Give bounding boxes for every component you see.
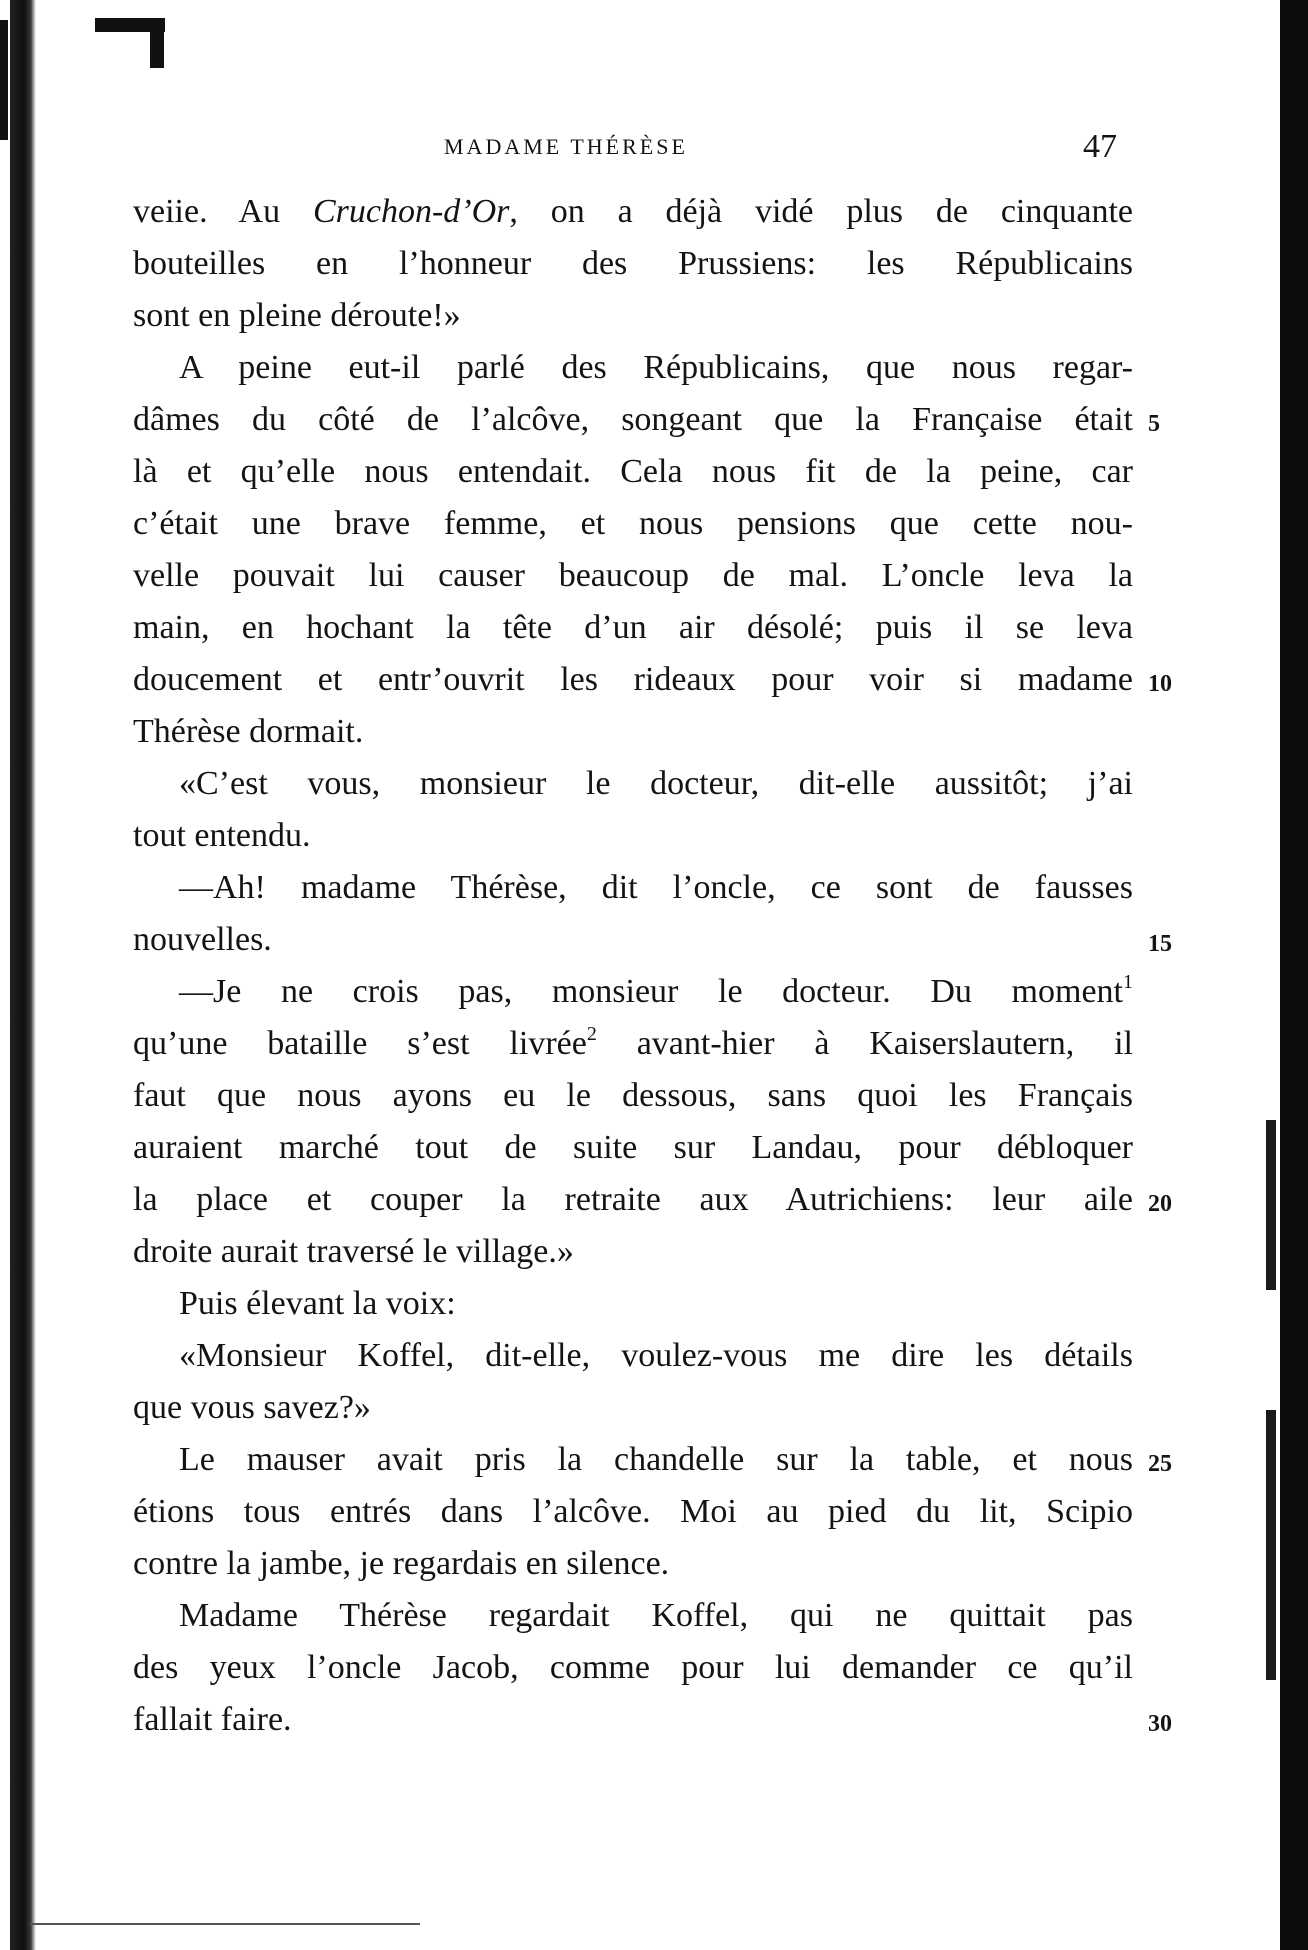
- scan-mark: [1266, 1120, 1276, 1290]
- text-line: [133, 1122, 1133, 1174]
- text-line: [133, 1642, 1133, 1694]
- text-line: [133, 654, 1172, 706]
- line-number: 30: [1148, 1711, 1172, 1737]
- footnote-marker: 1: [1123, 971, 1133, 993]
- text-span: Thérèse dormait.: [133, 713, 364, 750]
- text-span: tout entendu.: [133, 817, 311, 854]
- text-line: [133, 290, 1133, 342]
- text-line: [133, 394, 1160, 446]
- text-span: —Je ne crois pas, monsieur le docteur. Du moment: [179, 973, 1123, 1010]
- text-span: main, en hochant la tête d’un air désolé; puis il se leva: [133, 609, 1133, 646]
- text-line: [133, 1382, 1133, 1434]
- scan-mark: [1266, 1410, 1276, 1680]
- text-line: [133, 1434, 1172, 1486]
- italic-text: Cruchon-d’Or: [312, 193, 510, 230]
- text-line: [133, 1694, 1172, 1746]
- text-span: , on a déjà vidé plus de cinquante: [509, 193, 1133, 230]
- text-span: c’était une brave femme, et nous pensions que cette nou-: [133, 505, 1133, 542]
- text-span: étions tous entrés dans l’alcôve. Moi au pied du lit, Scipio: [133, 1493, 1133, 1530]
- text-line: [133, 342, 1133, 394]
- text-line: [133, 238, 1133, 290]
- text-line: [133, 1174, 1172, 1226]
- text-span: fallait faire.: [133, 1701, 292, 1738]
- text-line: [133, 1070, 1133, 1122]
- footnote-marker: 2: [586, 1023, 597, 1045]
- text-span: qu’une bataille s’est livrée: [133, 1025, 587, 1062]
- text-span: là et qu’elle nous entendait. Cela nous fit de la peine, car: [133, 453, 1133, 490]
- text-span: doucement et entr’ouvrit les rideaux pour voir si madame: [133, 661, 1133, 698]
- text-line: [133, 758, 1133, 810]
- text-line: [133, 446, 1133, 498]
- body-text: [133, 186, 1172, 1746]
- page-number: 47: [1083, 128, 1117, 165]
- text-line: [133, 1590, 1133, 1642]
- text-line: [133, 862, 1133, 914]
- text-span: velle pouvait lui causer beaucoup de mal. L’oncle leva la: [133, 557, 1133, 594]
- text-line: [133, 1330, 1133, 1382]
- scan-edge-mark: [0, 20, 8, 140]
- text-span: la place et couper la retraite aux Autrichiens: leur aile: [133, 1181, 1133, 1218]
- text-line: [133, 1538, 1133, 1590]
- running-title: MADAME THÉRÈSE: [444, 134, 688, 159]
- text-span: faut que nous ayons eu le dessous, sans quoi les Français: [133, 1077, 1133, 1114]
- text-span: Le mauser avait pris la chandelle sur la table, et nous: [179, 1441, 1133, 1478]
- text-line: [133, 550, 1133, 602]
- text-span: dâmes du côté de l’alcôve, songeant que la Française était: [133, 401, 1133, 438]
- text-span: contre la jambe, je regardais en silence.: [133, 1545, 670, 1582]
- text-line: [133, 914, 1172, 966]
- line-number: 15: [1148, 931, 1172, 957]
- line-number: 10: [1148, 671, 1172, 697]
- text-span: veiie. Au: [133, 193, 313, 230]
- text-span: droite aurait traversé le village.»: [133, 1233, 574, 1270]
- text-line: [133, 1226, 1133, 1278]
- text-line: [133, 602, 1133, 654]
- text-span: des yeux l’oncle Jacob, comme pour lui demander ce qu’il: [133, 1649, 1133, 1686]
- text-span: «Monsieur Koffel, dit-elle, voulez-vous me dire les détails: [179, 1337, 1133, 1374]
- text-span: que vous savez?»: [133, 1389, 371, 1426]
- text-line: [133, 498, 1133, 550]
- text-line: [133, 1018, 1133, 1070]
- text-span: A peine eut-il parlé des Républicains, que nous regar-: [179, 349, 1133, 386]
- page-header: [0, 128, 1308, 168]
- scan-corner-mark: [150, 18, 164, 68]
- text-line: [133, 966, 1133, 1018]
- text-span: Madame Thérèse regardait Koffel, qui ne quittait pas: [179, 1597, 1133, 1634]
- scan-edge-left: [10, 0, 36, 1950]
- text-line: [133, 1486, 1133, 1538]
- line-number: 25: [1148, 1451, 1172, 1477]
- line-number: 20: [1148, 1191, 1172, 1217]
- text-span: avant-hier à Kaiserslautern, il: [596, 1025, 1133, 1062]
- text-span: «C’est vous, monsieur le docteur, dit-elle aussitôt; j’ai: [179, 765, 1133, 802]
- text-line: [133, 186, 1133, 238]
- text-span: Puis élevant la voix:: [179, 1285, 456, 1322]
- text-span: sont en pleine déroute!»: [133, 297, 461, 334]
- text-line: [133, 1278, 1133, 1330]
- text-line: [133, 810, 1133, 862]
- text-span: bouteilles en l’honneur des Prussiens: les Républicains: [133, 245, 1133, 282]
- text-line: [133, 706, 1133, 758]
- text-span: auraient marché tout de suite sur Landau, pour débloquer: [133, 1129, 1133, 1166]
- line-number: 5: [1148, 411, 1160, 437]
- scan-bottom-line: [30, 1923, 420, 1925]
- scan-edge-right: [1280, 0, 1308, 1950]
- text-span: nouvelles.: [133, 921, 272, 958]
- text-span: —Ah! madame Thérèse, dit l’oncle, ce sont de fausses: [179, 869, 1133, 906]
